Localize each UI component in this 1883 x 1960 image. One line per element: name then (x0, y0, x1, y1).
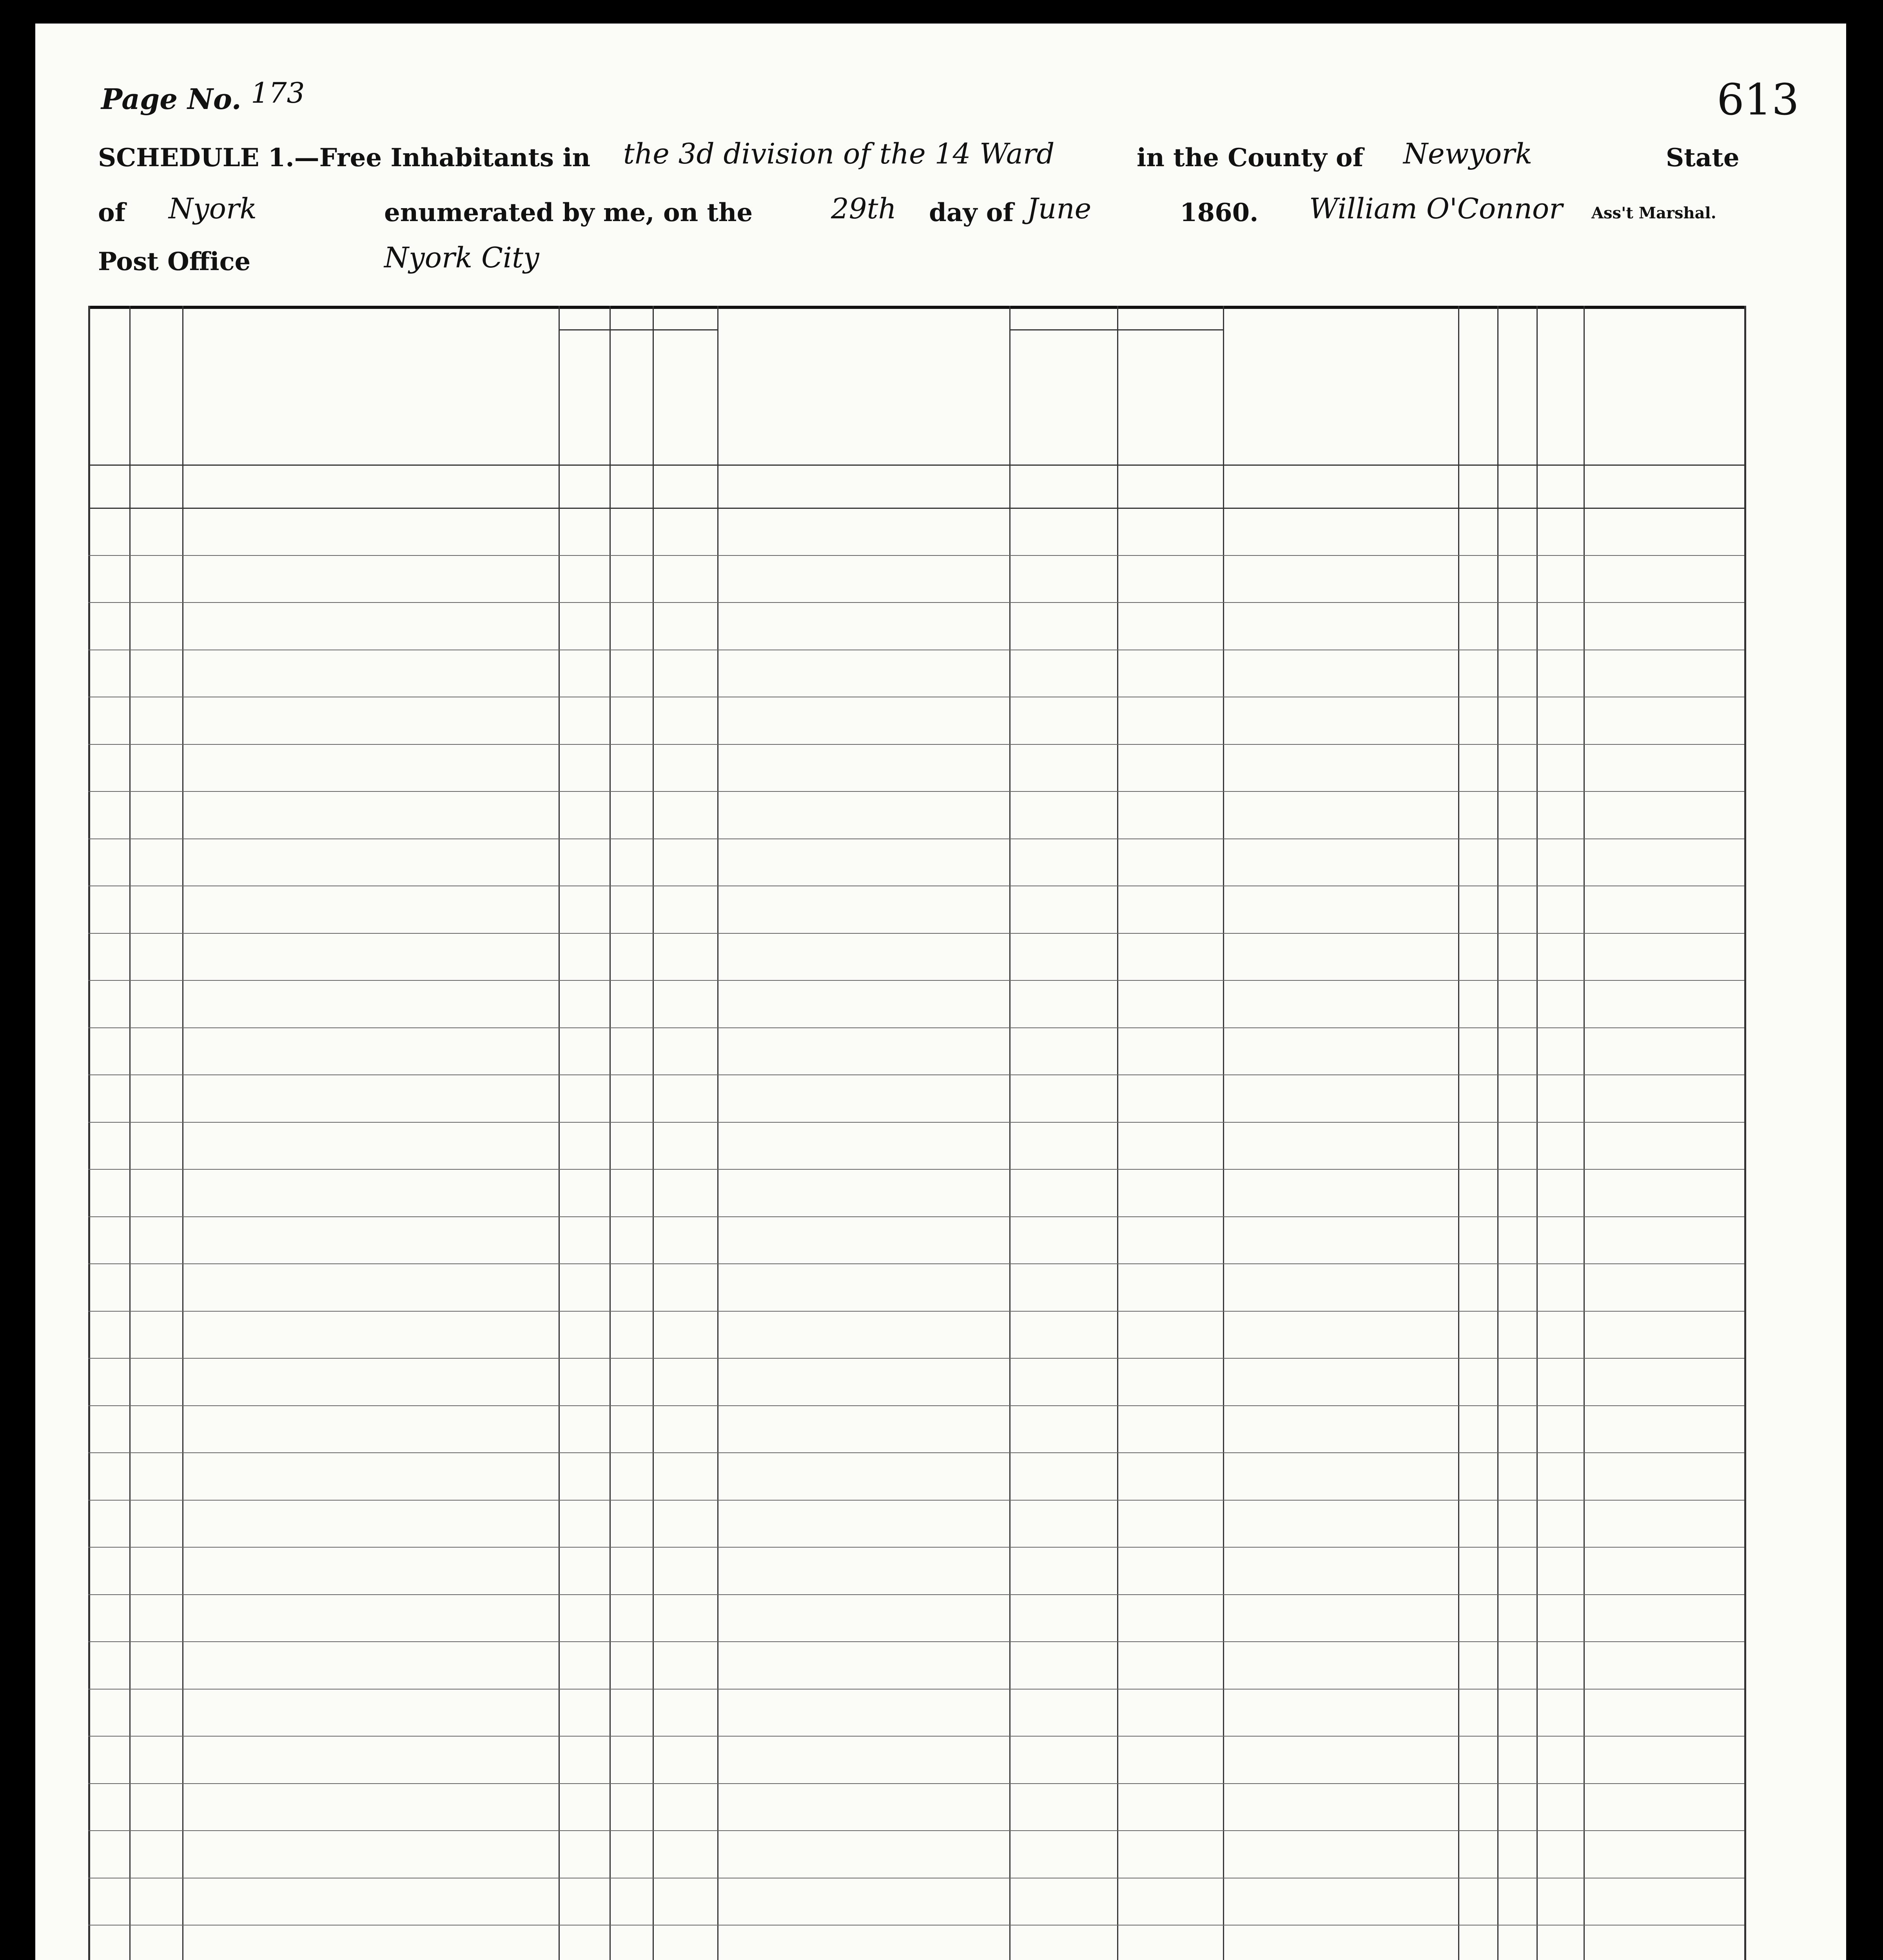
birthplace (1223, 1837, 1458, 1877)
person-name (198, 1176, 555, 1215)
person-name (198, 1082, 555, 1121)
birthplace (1223, 1270, 1458, 1310)
occupation (717, 1837, 1009, 1877)
birthplace (1223, 515, 1458, 554)
birthplace (1223, 1932, 1458, 1960)
column-header-2 (148, 310, 164, 461)
occupation (717, 987, 1009, 1026)
age (559, 1412, 610, 1452)
occupation (717, 1365, 1009, 1404)
person-name (198, 1885, 555, 1924)
row-rule (88, 1547, 1744, 1548)
person-name (198, 1554, 555, 1593)
family-number (129, 515, 182, 554)
school-mark (1497, 1459, 1537, 1499)
sex (610, 1601, 653, 1641)
row-rule (88, 1500, 1744, 1501)
age (559, 1648, 610, 1688)
sex (610, 1176, 653, 1215)
age (559, 1223, 610, 1263)
column-header-4 (576, 310, 592, 461)
birthplace (1223, 1034, 1458, 1074)
person-name (198, 1223, 555, 1263)
row-rule (88, 1358, 1744, 1359)
birthplace (1223, 1648, 1458, 1688)
row-rule (88, 1074, 1744, 1075)
age (559, 562, 610, 601)
row-rule (88, 1783, 1744, 1784)
school-mark (1497, 1554, 1537, 1593)
row-rule (88, 744, 1744, 745)
birthplace (1223, 1554, 1458, 1593)
of-label: of (98, 198, 126, 227)
school-mark (1497, 704, 1537, 743)
person-name (198, 798, 555, 837)
sex (610, 1459, 653, 1499)
family-number (129, 1648, 182, 1688)
person-name (198, 940, 555, 979)
sex (610, 1696, 653, 1735)
cannot-read-mark (1537, 893, 1584, 932)
day-of-label: day of (929, 198, 1014, 227)
occupation (717, 1696, 1009, 1735)
age (559, 609, 610, 648)
sex (610, 1318, 653, 1357)
birthplace (1223, 562, 1458, 601)
cannot-read-mark (1537, 846, 1584, 885)
age (559, 940, 610, 979)
sex (610, 940, 653, 979)
table-top-rule (88, 306, 1744, 309)
occupation (717, 1034, 1009, 1074)
age (559, 1034, 610, 1074)
school-mark (1497, 1176, 1537, 1215)
sex (610, 1412, 653, 1452)
age (559, 846, 610, 885)
occupation (717, 1082, 1009, 1121)
sex (610, 704, 653, 743)
person-name (198, 1790, 555, 1829)
sex (610, 1129, 653, 1168)
family-number (129, 1223, 182, 1263)
age (559, 751, 610, 790)
sex (610, 657, 653, 696)
sex (610, 987, 653, 1026)
occupation (717, 1790, 1009, 1829)
birthplace (1223, 1223, 1458, 1263)
sex (610, 1507, 653, 1546)
age (559, 987, 610, 1026)
occupation (717, 1885, 1009, 1924)
post-office-label: Post Office (98, 247, 251, 276)
person-name (198, 1459, 555, 1499)
birthplace (1223, 1696, 1458, 1735)
row-rule (88, 1925, 1744, 1926)
age (559, 1507, 610, 1546)
person-name (198, 1696, 555, 1735)
row-rule (88, 555, 1744, 556)
person-name (198, 987, 555, 1026)
row-rule (88, 1263, 1744, 1264)
sex (610, 1034, 653, 1074)
person-name (198, 1270, 555, 1310)
county-label: in the County of (1137, 143, 1364, 172)
age (559, 1885, 610, 1924)
column-header-5 (623, 310, 639, 461)
occupation (717, 940, 1009, 979)
occupation (717, 1932, 1009, 1960)
sex (610, 609, 653, 648)
row-rule (88, 1311, 1744, 1312)
occupation (717, 1743, 1009, 1782)
enumerated-label: enumerated by me, on the (384, 198, 753, 227)
birthplace (1223, 1365, 1458, 1404)
person-name (198, 893, 555, 932)
header-rule (88, 465, 1744, 466)
sex (610, 1270, 653, 1310)
family-number (129, 846, 182, 885)
person-name (198, 751, 555, 790)
person-name (198, 1318, 555, 1357)
column-header-12 (1509, 310, 1525, 461)
personal-estate-value (1117, 751, 1223, 790)
column-rule (88, 306, 90, 1960)
colnum-rule (88, 508, 1744, 509)
row-rule (88, 1405, 1744, 1406)
birthplace (1223, 704, 1458, 743)
age (559, 1743, 610, 1782)
state-label: State (1666, 143, 1740, 172)
column-rule (1117, 306, 1118, 1960)
row-rule (88, 1216, 1744, 1217)
person-name (198, 609, 555, 648)
birthplace (1223, 1082, 1458, 1121)
age (559, 1837, 610, 1877)
person-name (198, 1507, 555, 1546)
sex (610, 1554, 653, 1593)
family-number (129, 609, 182, 648)
sex (610, 1790, 653, 1829)
birthplace (1223, 1318, 1458, 1357)
column-rule (1009, 306, 1010, 1960)
person-name (198, 515, 555, 554)
cannot-read-mark (1537, 562, 1584, 601)
row-rule (88, 1641, 1744, 1642)
birthplace (1223, 940, 1458, 979)
family-number (129, 1837, 182, 1877)
row-rule (88, 1027, 1744, 1028)
school-mark (1497, 1507, 1537, 1546)
row-rule (88, 1169, 1744, 1170)
day-value: 29th (831, 192, 896, 225)
column-header-11 (1470, 310, 1486, 461)
age (559, 1365, 610, 1404)
column-header-6 (677, 310, 693, 461)
estate-group-rule (1009, 329, 1223, 330)
post-office-value: Nyork City (384, 241, 539, 274)
state-value: Nyork (169, 192, 257, 225)
occupation (717, 751, 1009, 790)
row-rule (88, 1122, 1744, 1123)
page-number: 173 (251, 76, 305, 109)
person-name (198, 1412, 555, 1452)
sex (610, 798, 653, 837)
person-name (198, 1837, 555, 1877)
birthplace (1223, 798, 1458, 837)
age (559, 893, 610, 932)
sex (610, 1743, 653, 1782)
age (559, 1554, 610, 1593)
birthplace (1223, 1176, 1458, 1215)
person-name (198, 1034, 555, 1074)
sex (610, 751, 653, 790)
row-rule (88, 1452, 1744, 1453)
schedule-label: SCHEDULE 1.—Free Inhabitants in (98, 143, 591, 172)
person-name (198, 562, 555, 601)
division-value: the 3d division of the 14 Ward (623, 137, 1055, 170)
person-name (198, 1129, 555, 1168)
occupation (717, 846, 1009, 885)
birthplace (1223, 1507, 1458, 1546)
person-name (198, 704, 555, 743)
person-name (198, 657, 555, 696)
row-rule (88, 1736, 1744, 1737)
row-rule (88, 1830, 1744, 1831)
column-rule (1458, 306, 1459, 1960)
folio-number: 613 (1717, 74, 1799, 125)
sex (610, 1837, 653, 1877)
birthplace (1223, 1790, 1458, 1829)
birthplace (1223, 1885, 1458, 1924)
row-rule (88, 933, 1744, 934)
occupation (717, 1223, 1009, 1263)
birthplace (1223, 609, 1458, 648)
age (559, 1696, 610, 1735)
birthplace (1223, 1459, 1458, 1499)
row-rule (88, 838, 1744, 839)
age (559, 1318, 610, 1357)
married-mark (1458, 751, 1497, 790)
birthplace (1223, 987, 1458, 1026)
birthplace (1223, 1601, 1458, 1641)
school-mark (1497, 515, 1537, 554)
age (559, 515, 610, 554)
age (559, 1459, 610, 1499)
occupation (717, 609, 1009, 648)
age (559, 1082, 610, 1121)
sex (610, 893, 653, 932)
age (559, 704, 610, 743)
married-mark (1458, 798, 1497, 837)
person-name (198, 846, 555, 885)
age (559, 1932, 610, 1960)
age (559, 798, 610, 837)
birthplace (1223, 1129, 1458, 1168)
sex (610, 846, 653, 885)
row-rule (88, 980, 1744, 981)
family-number (129, 751, 182, 790)
sex (610, 1365, 653, 1404)
age (559, 1270, 610, 1310)
age (559, 1176, 610, 1215)
column-header-1 (101, 310, 117, 461)
age (559, 1129, 610, 1168)
occupation (717, 1648, 1009, 1688)
page-number-label: Page No. (101, 82, 241, 116)
row-rule (88, 1689, 1744, 1690)
dwelling-number (88, 515, 129, 554)
row-rule (88, 1594, 1744, 1595)
age (559, 1790, 610, 1829)
birthplace (1223, 893, 1458, 932)
sex (610, 1932, 653, 1960)
birthplace (1223, 846, 1458, 885)
column-rule (182, 306, 183, 1960)
row-rule (88, 602, 1744, 603)
row-rule (88, 791, 1744, 792)
birthplace (1223, 751, 1458, 790)
birthplace (1223, 1743, 1458, 1782)
person-name (198, 1601, 555, 1641)
age (559, 1601, 610, 1641)
column-rule (653, 306, 654, 1960)
sex (610, 562, 653, 601)
column-rule (129, 306, 131, 1960)
county-value: Newyork (1403, 137, 1533, 170)
asst-marshal-label: Ass't Marshal. (1591, 204, 1716, 222)
sex (610, 1885, 653, 1924)
column-header-13 (1552, 310, 1568, 461)
sex (610, 1082, 653, 1121)
person-name (198, 1932, 555, 1960)
school-mark (1497, 1129, 1537, 1168)
dwelling-number (88, 751, 129, 790)
column-rule (1537, 306, 1538, 1960)
column-rule (1584, 306, 1585, 1960)
birthplace (1223, 1412, 1458, 1452)
birthplace (1223, 657, 1458, 696)
sex (610, 515, 653, 554)
age (559, 657, 610, 696)
personal-estate-value (1117, 1223, 1223, 1263)
person-name (198, 1365, 555, 1404)
month-value: June (1027, 192, 1092, 225)
family-number (129, 1365, 182, 1404)
column-rule (1744, 306, 1746, 1960)
person-name (198, 1743, 555, 1782)
year-value: 1860. (1180, 198, 1259, 227)
marshal-name: William O'Connor (1309, 192, 1563, 225)
sex (610, 1223, 653, 1263)
sex (610, 1648, 653, 1688)
person-name (198, 1648, 555, 1688)
